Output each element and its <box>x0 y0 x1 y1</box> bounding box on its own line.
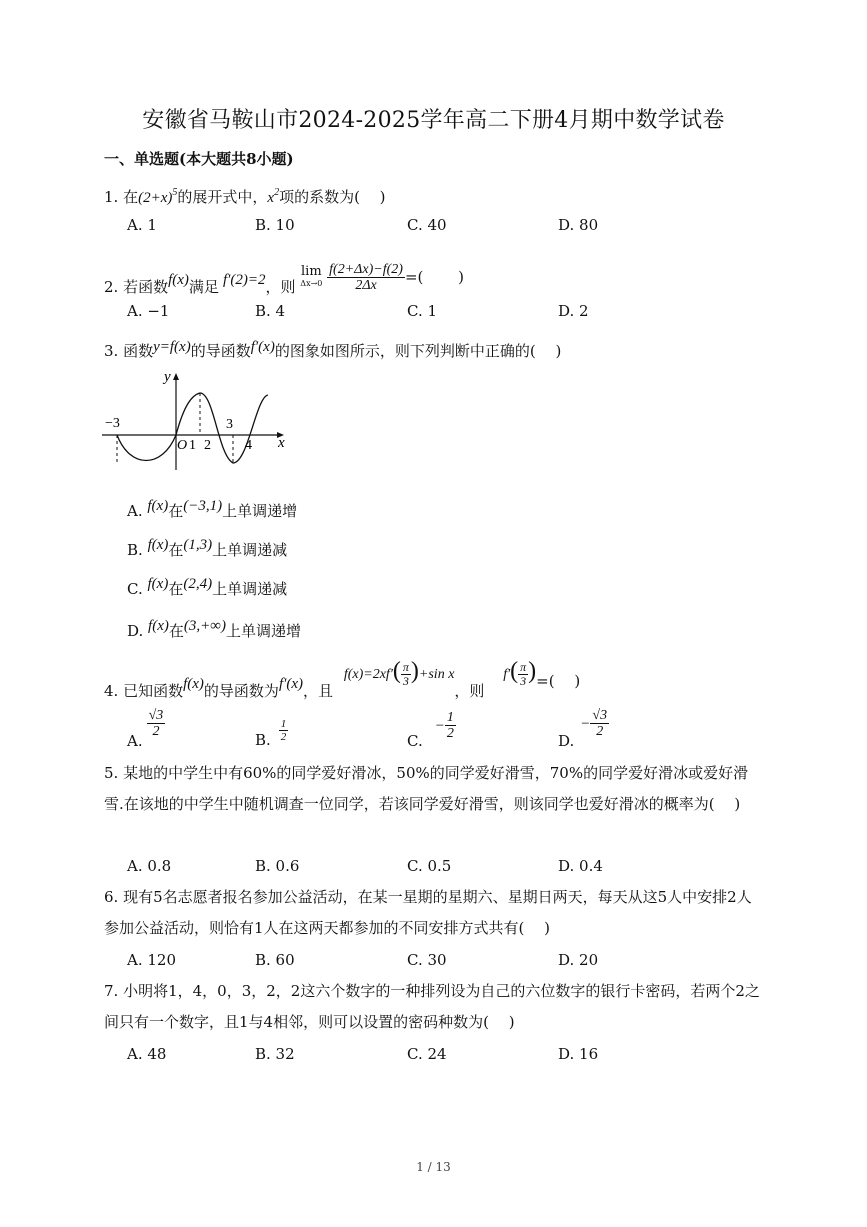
q3-option-c <box>127 578 287 599</box>
q3-d-in: 在 <box>168 622 184 640</box>
q7-option-b: B. 32 <box>255 1045 295 1063</box>
q7-option-c: C. 24 <box>407 1045 447 1063</box>
q3-a-in: 在 <box>168 502 184 520</box>
question-3 <box>104 340 561 361</box>
q4-mid: 的导函数为 <box>203 682 279 700</box>
q5-option-a: A. 0.8 <box>127 857 172 875</box>
derivative-graph <box>100 365 300 475</box>
q5-option-b: B. 0.6 <box>255 857 300 875</box>
q4-eq-frac <box>401 661 411 688</box>
q2-option-a: A. −1 <box>127 302 170 320</box>
q4-d-denom: 2 <box>590 723 609 739</box>
q4-d-sign: − <box>580 715 591 732</box>
q4-b-label: B. <box>255 730 271 749</box>
q2-number: 2. 若函数 <box>104 277 169 296</box>
q4-option-c <box>407 710 456 750</box>
tick-3: 3 <box>226 417 233 432</box>
q1-expr: (2+x) <box>138 190 173 206</box>
q4-a-label: A. <box>127 731 143 750</box>
q3-d-f: f(x) <box>148 618 169 634</box>
q4-b-numer: 1 <box>280 718 287 730</box>
q3-c-f: f(x) <box>147 576 169 592</box>
q3-expr2: f′(x) <box>250 339 275 355</box>
q3-number: 3. 函数 <box>104 342 154 360</box>
q3-c-desc: 上单调递减 <box>212 580 288 598</box>
q4-c-label: C. <box>407 731 423 750</box>
q4-ask-frac <box>518 661 528 688</box>
q4-option-d <box>558 708 609 750</box>
q1-option-a: A. 1 <box>127 216 157 234</box>
q6-option-d: D. 20 <box>558 951 599 969</box>
tick-neg3: −3 <box>105 416 120 431</box>
q3-d-desc: 上单调递增 <box>225 622 301 640</box>
q6-option-c: C. 30 <box>407 951 447 969</box>
origin-label: O <box>177 438 188 453</box>
q4-eq-pi: π <box>402 660 409 675</box>
q2-lim-sub: Δx→0 <box>300 278 323 288</box>
q7-option-d: D. 16 <box>558 1045 599 1063</box>
q3-b-f: f(x) <box>147 537 169 553</box>
question-5: 5. 某地的中学生中有60%的同学爱好滑冰，50%的同学爱好滑雪，70%的同学爱好滑冰或爱好滑雪.在该地的中学生中随机调查一位同学，若该同学爱好滑雪，则该同学也爱好滑冰的概率为( ) <box>104 764 749 813</box>
q5-option-d: D. 0.4 <box>558 857 603 875</box>
q4-number: 4. 已知函数 <box>104 682 184 700</box>
tick-2: 2 <box>204 438 211 453</box>
q4-b-frac <box>279 718 289 743</box>
q4-and: ，且 <box>303 682 334 700</box>
q3-option-b <box>127 539 287 560</box>
q1-number: 1. 在 <box>104 188 139 206</box>
q3-c-in: 在 <box>168 580 184 598</box>
q1-option-b: B. 10 <box>255 216 295 234</box>
x-label: x <box>278 435 285 451</box>
question-6: 6. 现有5名志愿者报名参加公益活动，在某一星期的星期六、星期日两天，每天从这5人中安排2人参加公益活动，则恰有1人在这两天都参加的不同安排方式共有( ) <box>104 888 752 937</box>
q3-end: 的图象如图所示，则下列判断中正确的( ) <box>274 342 562 360</box>
q4-b-denom: 2 <box>280 731 287 744</box>
q3-option-a <box>127 500 297 521</box>
q4-paren-close: ) <box>410 658 419 684</box>
q4-option-b <box>255 718 288 749</box>
q4-a-denom: 2 <box>147 723 166 739</box>
q1-text-end: 项的系数为( ) <box>279 188 386 206</box>
q4-ask-paren-close: ) <box>528 658 537 684</box>
q6-option-b: B. 60 <box>255 951 295 969</box>
q2-numerator: f(2+Δx)−f(2) <box>329 262 403 277</box>
q2-limit <box>300 263 323 290</box>
y-label: y <box>164 369 171 385</box>
q2-denominator: 2Δx <box>355 278 377 294</box>
q2-then: ，则 <box>265 277 296 296</box>
q2-lim: lim <box>301 263 322 279</box>
q4-c-sign: − <box>434 717 445 734</box>
q1-option-d: D. 80 <box>558 216 599 234</box>
q1-term: x <box>267 190 275 206</box>
question-1 <box>104 186 386 207</box>
q3-mid: 的导函数 <box>190 342 251 360</box>
q4-ask-paren-open: ( <box>510 658 519 684</box>
q3-c-interval: (2,4) <box>183 576 213 592</box>
q1-text-mid: 的展开式中， <box>177 188 268 206</box>
q6-option-a: A. 120 <box>127 951 176 969</box>
q1-exp: 5 <box>172 187 178 198</box>
page-title: 安徽省马鞍山市2024-2025学年高二下册4月期中数学试卷 <box>142 108 725 133</box>
q4-c-numer: 1 <box>446 710 454 725</box>
q2-satisfy: 满足 <box>188 277 219 296</box>
q4-fpx: f′(x) <box>278 676 304 692</box>
q7-option-a: A. 48 <box>127 1045 167 1063</box>
q4-end: =( ) <box>536 672 581 690</box>
q4-option-a <box>127 708 165 750</box>
q2-equal-paren: =( ) <box>404 267 464 286</box>
q3-b-label: B. <box>127 541 143 559</box>
q4-ask-pi: π <box>520 660 527 675</box>
q3-d-label: D. <box>127 622 144 640</box>
q5-option-c: C. 0.5 <box>407 857 452 875</box>
question-4 <box>104 658 581 700</box>
q3-b-desc: 上单调递减 <box>212 541 288 559</box>
q4-equation <box>343 658 455 689</box>
q3-option-d <box>127 620 301 641</box>
q2-option-c: C. 1 <box>407 302 438 320</box>
q4-c-frac <box>445 710 456 742</box>
q4-d-numer: √3 <box>592 708 608 723</box>
q3-a-desc: 上单调递增 <box>222 502 298 520</box>
page-number: 1 / 13 <box>416 1160 451 1174</box>
q4-fx: f(x) <box>183 676 204 692</box>
q4-d-frac <box>590 708 609 740</box>
q4-then: ，则 <box>454 682 485 700</box>
q3-a-f: f(x) <box>147 498 169 514</box>
question-7: 7. 小明将1，4，0，3，2，2这六个数字的一种排列设为自己的六位数字的银行卡密码，若两个2之间只有一个数字，且1与4相邻，则可以设置的密码种数为( ) <box>104 982 760 1031</box>
q3-b-interval: (1,3) <box>183 537 213 553</box>
q4-a-numer: √3 <box>148 708 164 723</box>
q4-a-frac <box>147 708 166 740</box>
q2-option-b: B. 4 <box>255 302 286 320</box>
q4-eq-rhs: +sin x <box>418 667 455 682</box>
q2-fx: f(x) <box>168 271 189 288</box>
q4-eq-three: 3 <box>402 674 409 689</box>
q2-condition: f′(2)=2 <box>222 271 266 288</box>
q3-b-in: 在 <box>168 541 184 559</box>
q4-ask-three: 3 <box>520 674 527 689</box>
q4-d-label: D. <box>558 731 575 750</box>
question-2 <box>104 262 464 294</box>
q4-ask <box>503 658 537 689</box>
q3-c-label: C. <box>127 580 143 598</box>
q4-ask-f: f′ <box>503 667 511 682</box>
q1-term-exp: 2 <box>274 187 280 198</box>
q2-option-d: D. 2 <box>558 302 589 320</box>
tick-4: 4 <box>245 438 252 453</box>
q3-expr1: y=f(x) <box>153 339 191 355</box>
q3-d-interval: (3,+∞) <box>183 618 226 634</box>
q4-c-denom: 2 <box>446 726 454 742</box>
q4-paren-open: ( <box>392 658 401 684</box>
section-heading: 一、单选题(本大题共8小题) <box>104 150 294 168</box>
y-axis-arrow <box>173 373 179 380</box>
q1-option-c: C. 40 <box>407 216 447 234</box>
q3-a-label: A. <box>127 502 143 520</box>
q4-eq-lhs: f(x)=2xf′ <box>343 667 393 682</box>
q2-fraction <box>327 262 405 294</box>
tick-1: 1 <box>189 438 196 453</box>
q3-a-interval: (−3,1) <box>183 498 223 514</box>
